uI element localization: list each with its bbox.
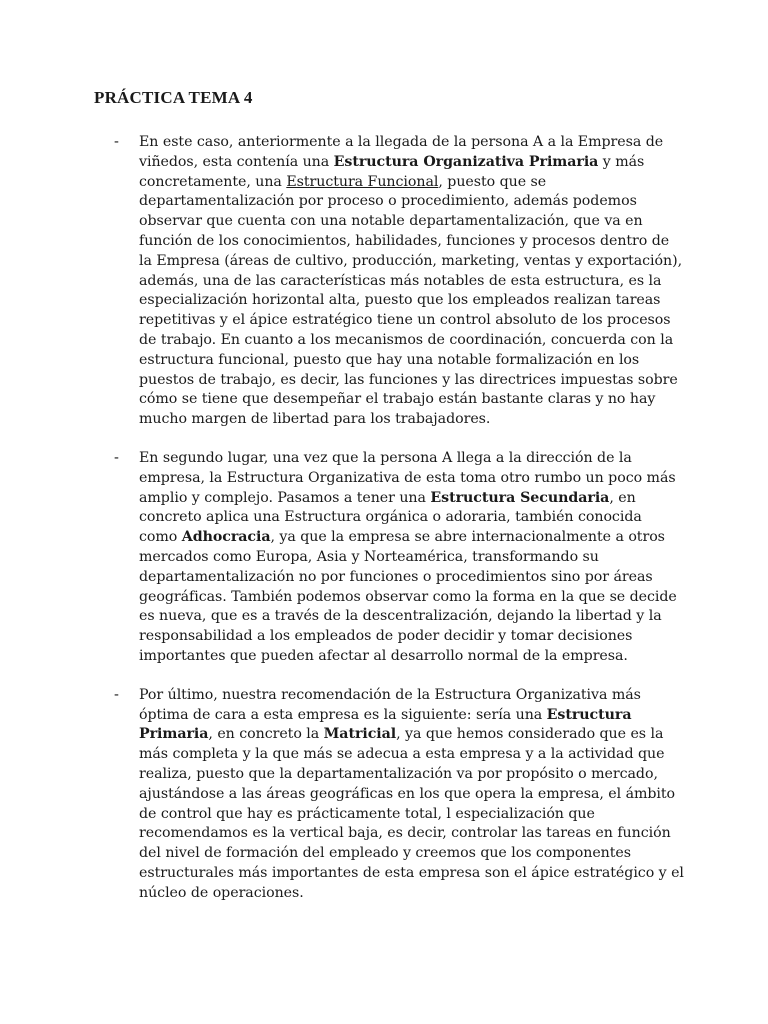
paragraph-1-text-a: En este caso, anteriormente a la llegada de la persona A a la Empresa de viñedos, esta contenía una <box>139 134 664 170</box>
list-item-1 <box>114 133 684 430</box>
paragraph-1-text-b: y más concretamente, una <box>139 153 645 190</box>
paragraph-1 <box>139 133 684 430</box>
page-title: PRÁCTICA TEMA 4 <box>94 88 253 107</box>
paragraph-2-bold-b: Adhocracia <box>181 529 271 546</box>
bullet-dash: - <box>114 134 119 150</box>
paragraph-3-bold-a: Estructura Primaria <box>139 706 632 743</box>
paragraph-3-text-b: , en concreto la <box>208 726 324 743</box>
bullet-dash: - <box>114 686 119 703</box>
bullet-dash: - <box>114 449 119 466</box>
paragraph-3-text-c: , ya que hemos considerado que es la más completa y la que más se adecua a esta empresa y a la actividad que realiza, puesto que la departamentalización va por propósito o mercado, ajustándose a las áreas geográficas en los que opera la empresa, el ámbito de control que hay es prácticamente total, l especialización que recomendamos es la vertical baja, es decir, controlar las tareas en función del nivel de formación del empleado y creemos que los componentes estructurales más importantes de esta empresa son el ápice estratégico y el núcleo de operaciones. <box>139 726 684 901</box>
paragraph-2-bold-a: Estructura Secundaria <box>430 489 610 506</box>
bullet-list <box>114 133 684 922</box>
paragraph-2-text-b: , en concreto aplica una Estructura orgánica o adoraria, también conocida como <box>139 489 642 546</box>
paragraph-3-bold-b: Matricial <box>323 726 397 743</box>
list-item-3 <box>114 686 684 904</box>
paragraph-1-text-c: , puesto que se departamentalización por proceso o procedimiento, además podemos observar que cuenta con una notable departamentalización, que va en función de los conocimientos, habilidades, funciones y procesos dentro de la Empresa (áreas de cultivo, producción, marketing, ventas y exportación), además, una de las características más notables de esta estructura, es la especialización horizontal alta, puesto que los empleados realizan tareas repetitivas y el ápice estratégico tiene un control absoluto de los procesos de trabajo. En cuanto a los mecanismos de coordinación, concuerda con la estructura funcional, puesto que hay una notable formalización en los puestos de trabajo, es decir, las funciones y las directrices impuestas sobre cómo se tiene que desempeñar el trabajo están bastante claras y no hay mucho margen de libertad para los trabajadores. <box>139 173 683 428</box>
paragraph-2-text-c: , ya que la empresa se abre internacionalmente a otros mercados como Europa, Asia y Norteamérica, transformando su departamentalización no por funciones o procedimientos sino por áreas geográficas. También podemos observar como la forma en la que se decide es nueva, que es a través de la descentralización, dejando la libertad y la responsabilidad a los empleados de poder decidir y tomar decisiones importantes que pueden afectar al desarrollo normal de la empresa. <box>139 529 677 664</box>
paragraph-3 <box>139 686 684 904</box>
paragraph-3-text-a: Por último, nuestra recomendación de la Estructura Organizativa más óptima de cara a esta empresa es la siguiente: sería una <box>139 686 641 723</box>
paragraph-2 <box>139 449 684 667</box>
paragraph-1-bold-a: Estructura Organizativa Primaria <box>333 153 599 170</box>
list-item-2 <box>114 449 684 667</box>
paragraph-1-underline-a: Estructura Funcional <box>286 173 439 190</box>
paragraph-2-text-a: En segundo lugar, una vez que la persona A llega a la dirección de la empresa, la Estructura Organizativa de esta toma otro rumbo un poco más amplio y complejo. Pasamos a tener una <box>139 449 676 506</box>
